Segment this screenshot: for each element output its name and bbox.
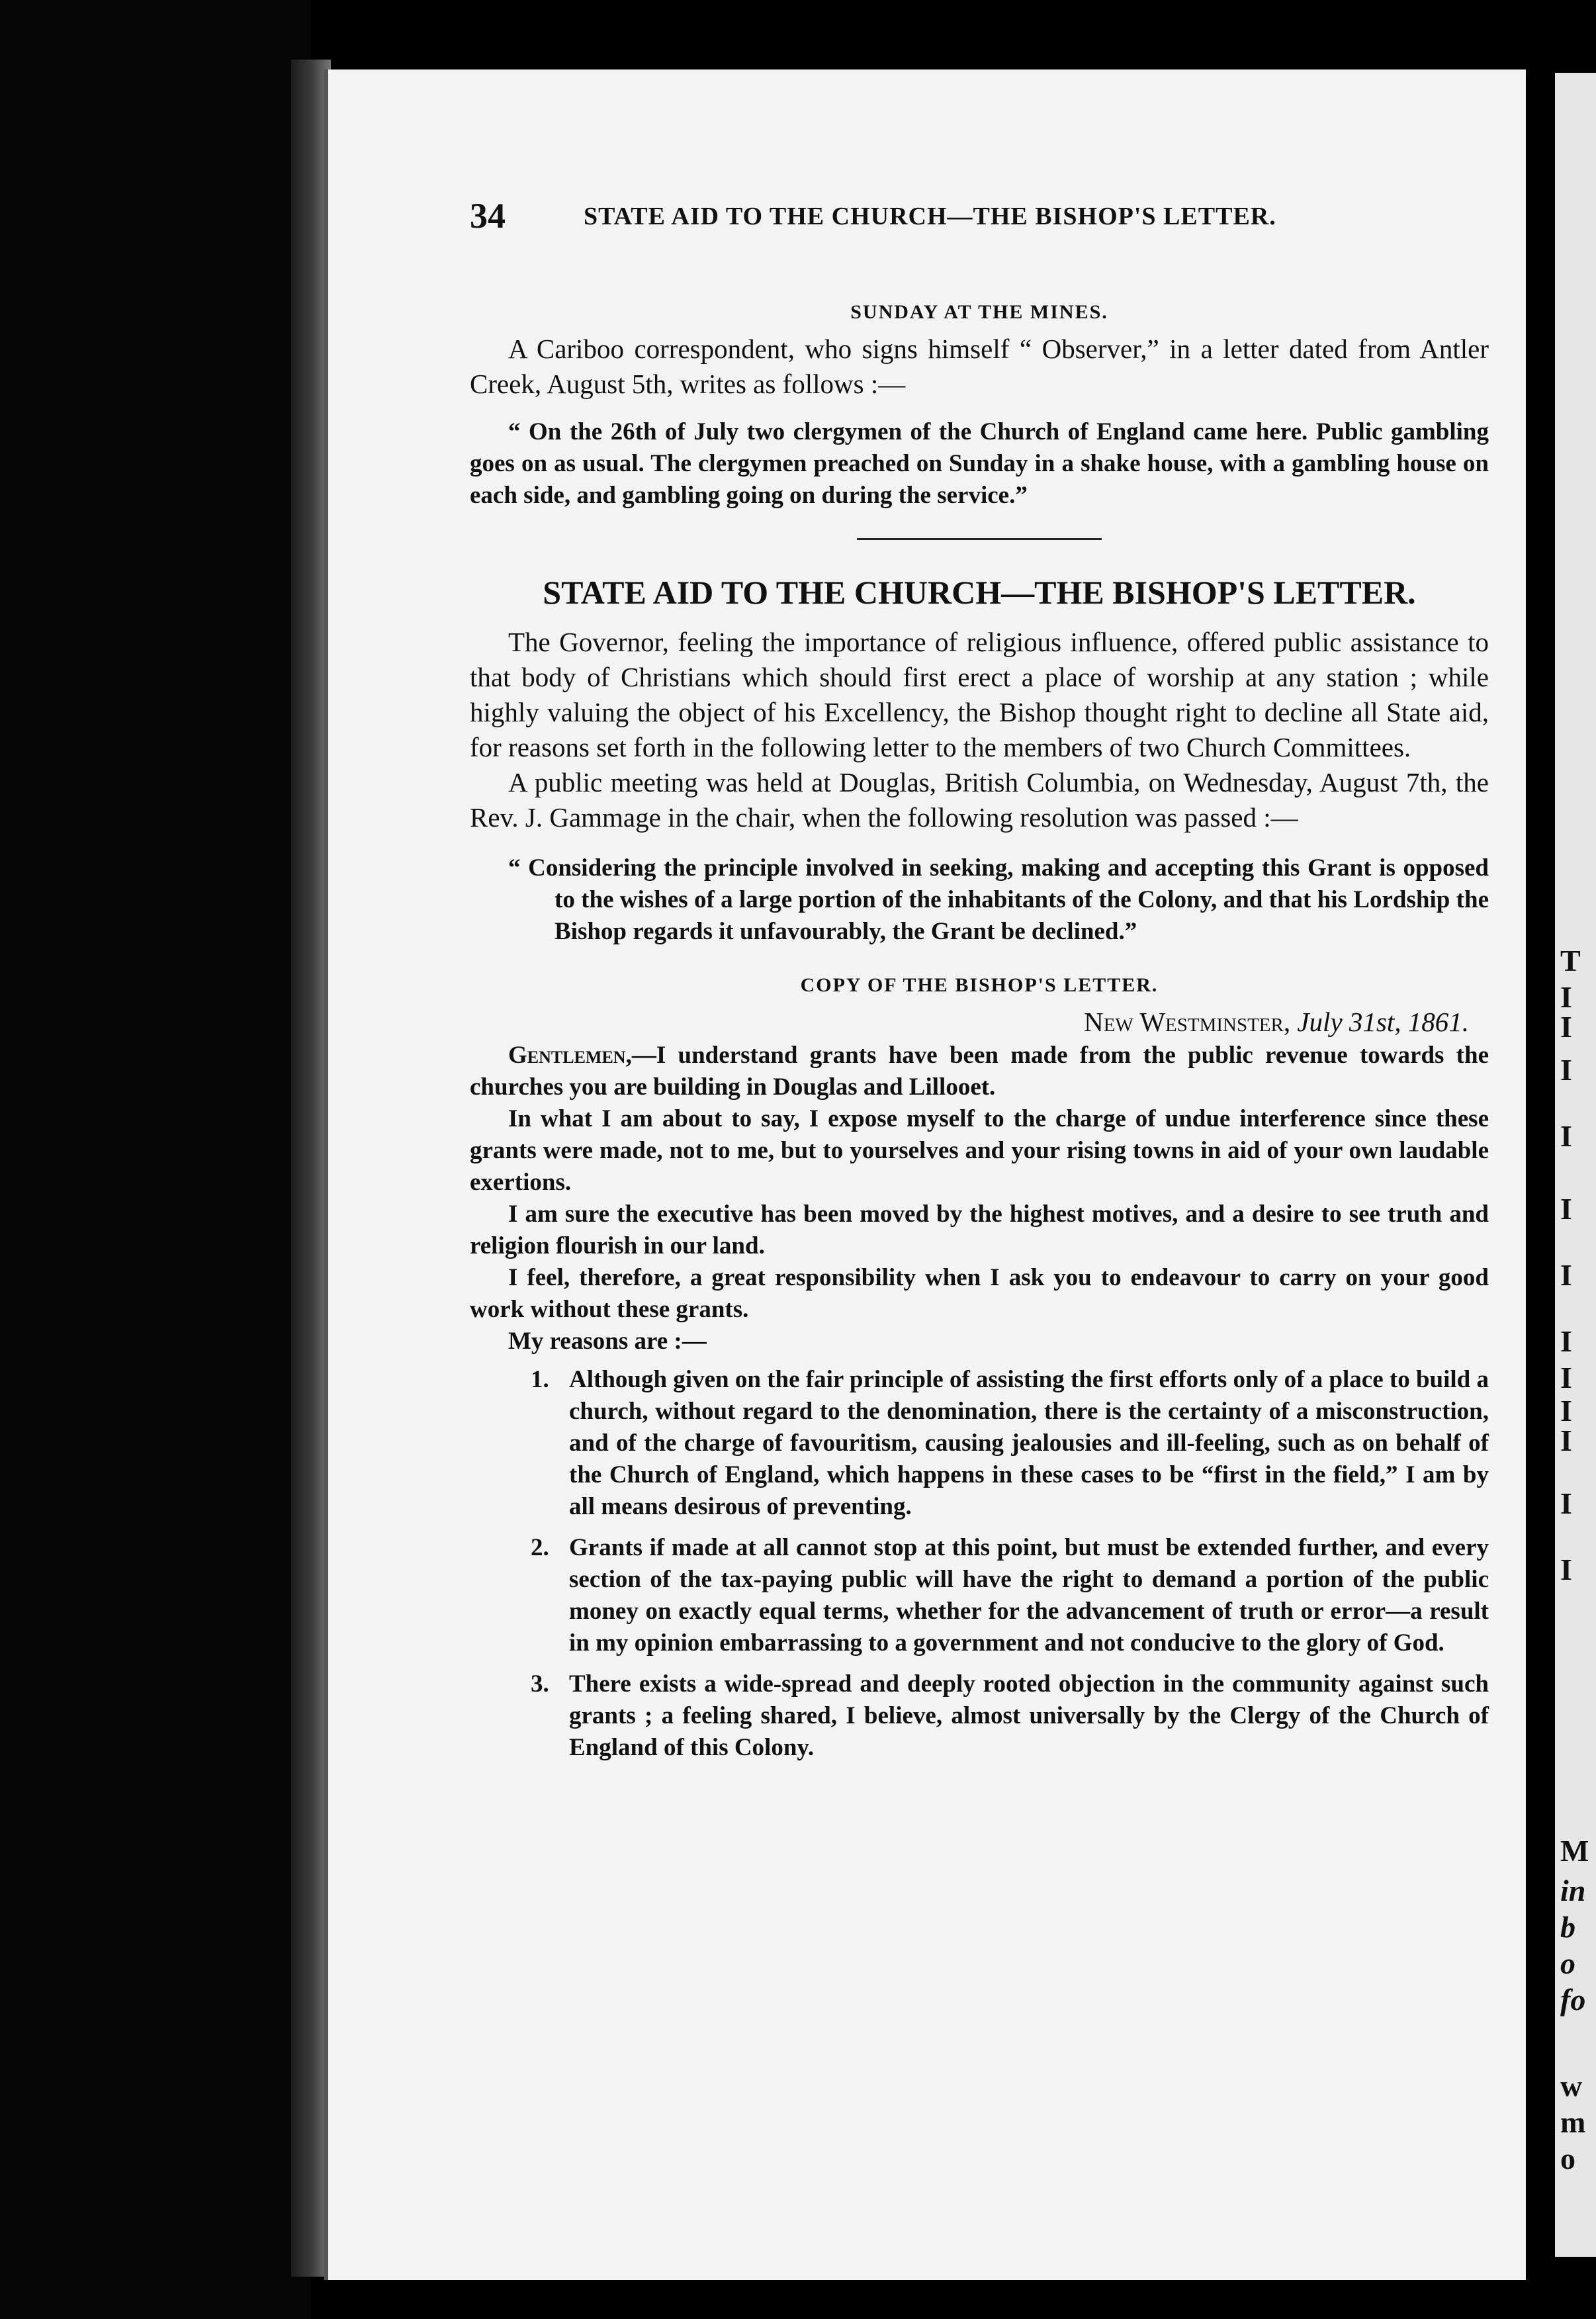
- facing-fragment: I: [1560, 1258, 1572, 1292]
- facing-fragment: I: [1560, 1361, 1572, 1394]
- list-number: 2.: [531, 1534, 549, 1561]
- letter-place: New Westminster,: [1084, 1007, 1291, 1037]
- facing-page-edge: [1555, 73, 1596, 2257]
- facing-fragment: w: [1560, 2069, 1583, 2103]
- facing-fragment: I: [1560, 1010, 1572, 1044]
- facing-fragment: I: [1560, 980, 1572, 1014]
- letter-text: —I understand grants have been made from the public revenue towards the churches you are building in Douglas and Lillooet.: [470, 1042, 1489, 1101]
- list-number: 3.: [531, 1670, 549, 1698]
- paragraph: A Cariboo correspondent, who signs himself “ Observer,” in a letter dated from Antler Creek, August 5th, writes as follows :—: [470, 334, 1489, 399]
- facing-fragment: I: [1560, 1053, 1572, 1087]
- facing-fragment: M: [1560, 1834, 1589, 1868]
- section-heading-state-aid: STATE AID TO THE CHURCH—THE BISHOP'S LETTER.: [543, 574, 1416, 611]
- letter-heading: COPY OF THE BISHOP'S LETTER.: [800, 974, 1159, 996]
- facing-fragment: I: [1560, 1394, 1572, 1428]
- letter-paragraph: In what I am about to say, I expose myself to the charge of undue interference since these grants were made, not to me, but to yourselves and your rising towns in aid of your own laudable exertions.: [470, 1105, 1489, 1196]
- list-item: [470, 1364, 1489, 1523]
- paragraph: The Governor, feeling the importance of religious influence, offered public assistance to that body of Christians which should first erect a place of worship at any station ; while highly valuing the object of his Excellency, the Bishop thought right to decline all State aid, for reasons set forth in the following letter to the members of two Church Committees.: [470, 627, 1489, 762]
- list-text: Grants if made at all cannot stop at this point, but must be extended further, and every section of the tax-paying public will have the right to demand a portion of the public money on exactly equal terms, whether for the advancement of truth or error—a result in my opinion embarrassing to a government and not conducive to the glory of God.: [569, 1534, 1489, 1657]
- facing-fragment: I: [1560, 1553, 1572, 1586]
- letter-paragraph: I feel, therefore, a great responsibility when I ask you to endeavour to carry on your good work without these grants.: [470, 1264, 1489, 1323]
- facing-fragment: I: [1560, 1486, 1572, 1520]
- section-heading-sunday: SUNDAY AT THE MINES.: [850, 301, 1108, 323]
- facing-fragment: o: [1560, 2142, 1575, 2175]
- letter-paragraph: [470, 1040, 1489, 1103]
- facing-fragment: fo: [1560, 1983, 1586, 2017]
- running-title: STATE AID TO THE CHURCH—THE BISHOP'S LETTER.: [584, 203, 1276, 230]
- letter-salutation: Gentlemen,: [508, 1042, 632, 1069]
- scan-background: [0, 0, 311, 2319]
- resolution-quote: “ Considering the principle involved in seeking, making and accepting this Grant is opposed to the wishes of a large portion of the inhabitants of the Colony, and that his Lordship the Bishop regards it unfavourably, the Grant be declined.”: [508, 854, 1489, 945]
- list-item: [470, 1532, 1489, 1659]
- letter-paragraph: I am sure the executive has been moved by the highest motives, and a desire to see truth and religion flourish in our land.: [470, 1201, 1489, 1259]
- quote-paragraph: “ On the 26th of July two clergymen of the Church of England came here. Public gambling goes on as usual. The clergymen preached on Sunday in a shake house, with a gambling house on each side, and gambling going on during the service.”: [470, 418, 1489, 509]
- facing-fragment: b: [1560, 1910, 1575, 1944]
- letter-dateline: [470, 1005, 1489, 1040]
- letter-date: July 31st, 1861.: [1297, 1007, 1469, 1037]
- list-text: There exists a wide-spread and deeply rooted objection in the community against such grants ; a feeling shared, I believe, almost universally by the Clergy of the Church of England of this Colony.: [569, 1670, 1489, 1761]
- list-text: Although given on the fair principle of assisting the first efforts only of a place to build a church, without regard to the denomination, there is the certainty of a misconstruction, and of the charge of favouritism, causing jealousies and ill-feeling, such as on behalf of the Church of England, which happens in these cases to be “first in the field,” I am by all means desirous of preventing.: [569, 1366, 1489, 1520]
- list-number: 1.: [531, 1366, 549, 1393]
- facing-fragment: in: [1560, 1874, 1586, 1907]
- page-content: [470, 195, 1489, 1764]
- facing-fragment: I: [1560, 1424, 1572, 1457]
- facing-fragment: I: [1560, 1192, 1572, 1226]
- facing-fragment: T: [1560, 944, 1581, 978]
- page-number: 34: [470, 196, 506, 236]
- facing-fragment: m: [1560, 2105, 1586, 2139]
- running-head: [470, 195, 1489, 242]
- letter-paragraph: My reasons are :—: [508, 1328, 707, 1355]
- facing-fragment: I: [1560, 1119, 1572, 1153]
- paragraph: A public meeting was held at Douglas, British Columbia, on Wednesday, August 7th, the Rev. J. Gammage in the chair, when the following resolution was passed :—: [470, 767, 1489, 833]
- list-item: [470, 1668, 1489, 1764]
- facing-fragment: I: [1560, 1324, 1572, 1358]
- facing-fragment: o: [1560, 1946, 1575, 1980]
